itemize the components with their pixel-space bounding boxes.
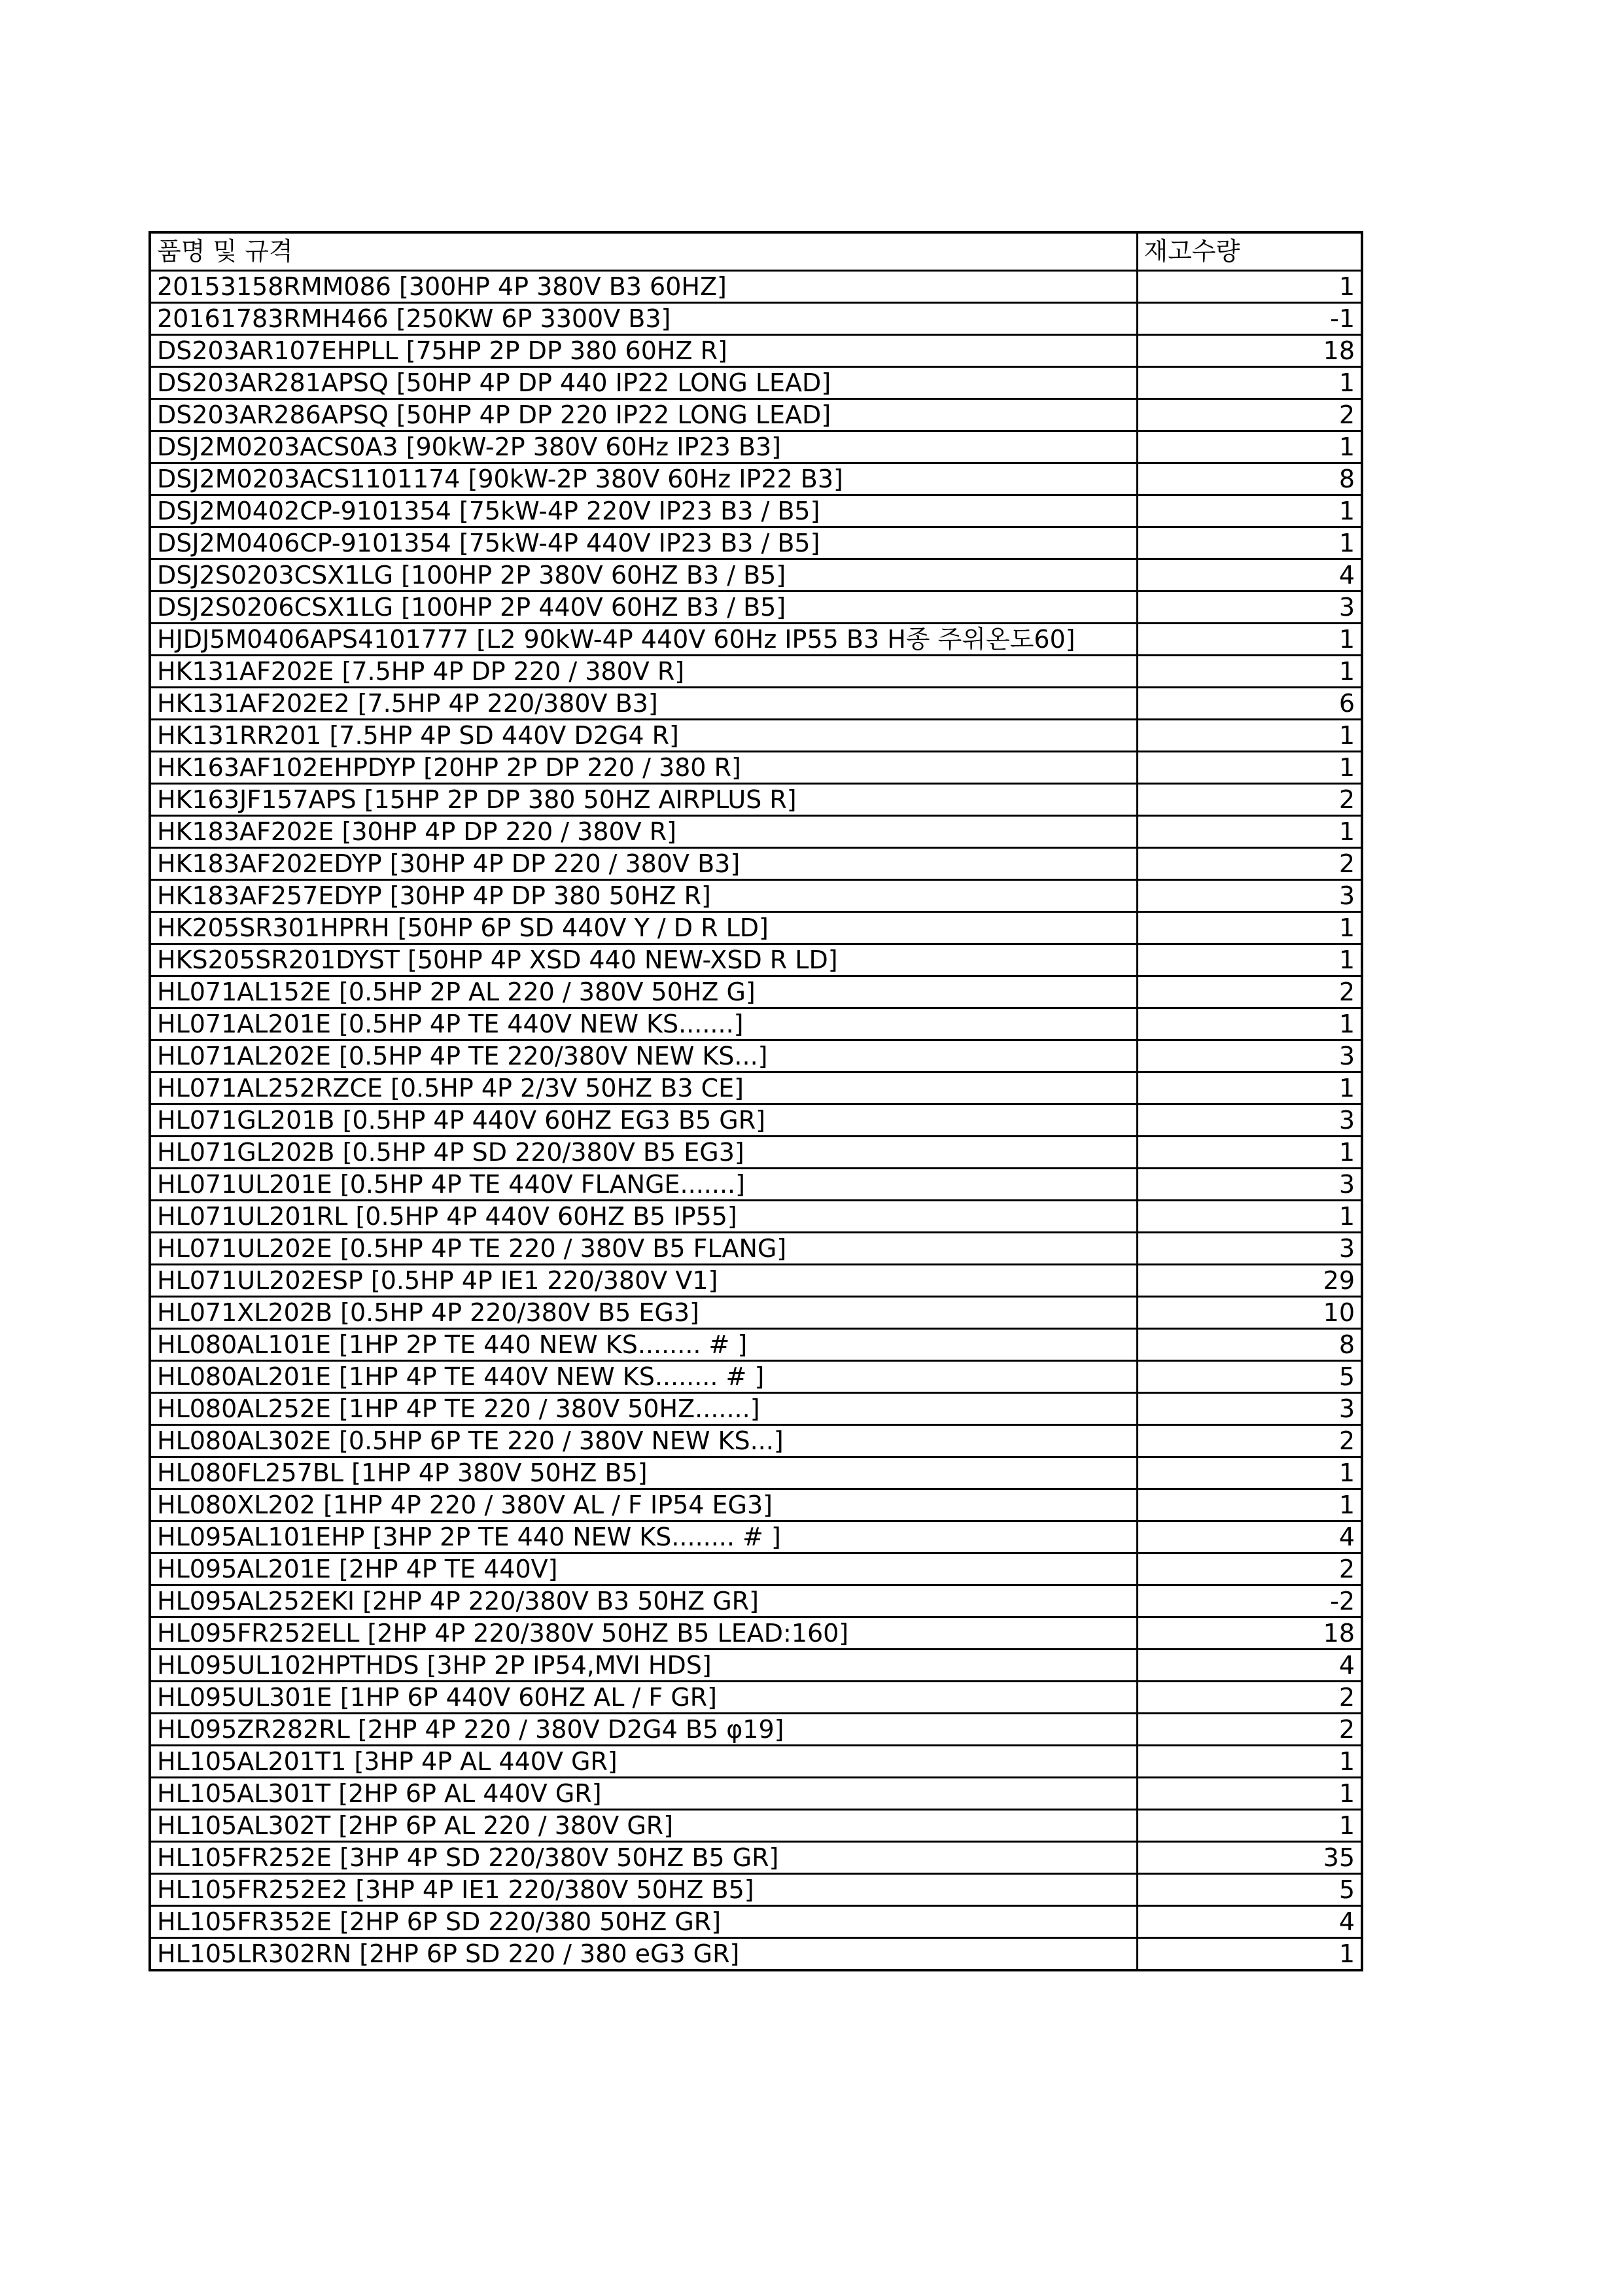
stock-qty-cell: 1 [1137, 270, 1362, 302]
column-header-qty: 재고수량 [1137, 232, 1362, 270]
table-row [150, 1392, 1362, 1424]
stock-qty-cell: 18 [1137, 1617, 1362, 1649]
item-name-cell: HK131AF202E [7.5HP 4P DP 220 / 380V R] [150, 655, 1137, 687]
stock-qty-cell: -2 [1137, 1585, 1362, 1617]
item-name-cell: HJDJ5M0406APS4101777 [L2 90kW-4P 440V 60Hz IP55 B3 H종 주위온도60] [150, 623, 1137, 655]
table-row [150, 495, 1362, 527]
stock-qty-cell: 1 [1137, 1136, 1362, 1168]
item-name-cell: DSJ2S0206CSX1LG [100HP 2P 440V 60HZ B3 / B5] [150, 591, 1137, 623]
stock-qty-cell: 2 [1137, 1424, 1362, 1457]
item-name-cell: 20161783RMH466 [250KW 6P 3300V B3] [150, 302, 1137, 334]
table-row [150, 1681, 1362, 1713]
table-row [150, 1745, 1362, 1777]
table-row [150, 1008, 1362, 1040]
item-name-cell: HL105FR252E2 [3HP 4P IE1 220/380V 50HZ B5] [150, 1873, 1137, 1905]
table-row [150, 1905, 1362, 1937]
table-row [150, 783, 1362, 815]
table-row [150, 366, 1362, 398]
stock-qty-cell: 3 [1137, 1392, 1362, 1424]
table-row [150, 944, 1362, 976]
table-row [150, 1232, 1362, 1264]
table-row [150, 1617, 1362, 1649]
table-row [150, 1200, 1362, 1232]
stock-qty-cell: 1 [1137, 1200, 1362, 1232]
item-name-cell: DSJ2M0203ACS1101174 [90kW-2P 380V 60Hz IP22 B3] [150, 463, 1137, 495]
stock-qty-cell: 35 [1137, 1841, 1362, 1873]
table-row [150, 719, 1362, 751]
stock-qty-cell: 3 [1137, 1168, 1362, 1200]
item-name-cell: HL095AL201E [2HP 4P TE 440V] [150, 1553, 1137, 1585]
table-row [150, 1777, 1362, 1809]
table-row [150, 1457, 1362, 1489]
stock-qty-cell: 1 [1137, 366, 1362, 398]
item-name-cell: HL071AL252RZCE [0.5HP 4P 2/3V 50HZ B3 CE] [150, 1072, 1137, 1104]
item-name-cell: HL105AL201T1 [3HP 4P AL 440V GR] [150, 1745, 1137, 1777]
item-name-cell: HL071UL201E [0.5HP 4P TE 440V FLANGE.......] [150, 1168, 1137, 1200]
stock-qty-cell: 1 [1137, 815, 1362, 847]
item-name-cell: HL105FR252E [3HP 4P SD 220/380V 50HZ B5 GR] [150, 1841, 1137, 1873]
item-name-cell: HL080XL202 [1HP 4P 220 / 380V AL / F IP54 EG3] [150, 1489, 1137, 1521]
table-row [150, 1937, 1362, 1970]
stock-qty-cell: 18 [1137, 334, 1362, 366]
table-row [150, 1553, 1362, 1585]
stock-qty-cell: 6 [1137, 687, 1362, 719]
item-name-cell: HL080AL201E [1HP 4P TE 440V NEW KS........ # ] [150, 1360, 1137, 1392]
table-row [150, 1296, 1362, 1328]
table-row [150, 687, 1362, 719]
item-name-cell: HL071AL152E [0.5HP 2P AL 220 / 380V 50HZ G] [150, 976, 1137, 1008]
item-name-cell: 20153158RMM086 [300HP 4P 380V B3 60HZ] [150, 270, 1137, 302]
table-row [150, 1424, 1362, 1457]
stock-qty-cell: 8 [1137, 463, 1362, 495]
item-name-cell: HK163AF102EHPDYP [20HP 2P DP 220 / 380 R] [150, 751, 1137, 783]
table-row [150, 1841, 1362, 1873]
table-row [150, 655, 1362, 687]
item-name-cell: HL095AL101EHP [3HP 2P TE 440 NEW KS........ # ] [150, 1521, 1137, 1553]
stock-qty-cell: 1 [1137, 1457, 1362, 1489]
table-row [150, 334, 1362, 366]
stock-qty-cell: 1 [1137, 527, 1362, 559]
item-name-cell: DS203AR281APSQ [50HP 4P DP 440 IP22 LONG LEAD] [150, 366, 1137, 398]
stock-qty-cell: 10 [1137, 1296, 1362, 1328]
item-name-cell: HL105AL301T [2HP 6P AL 440V GR] [150, 1777, 1137, 1809]
table-row [150, 623, 1362, 655]
stock-qty-cell: 5 [1137, 1873, 1362, 1905]
stock-qty-cell: 2 [1137, 1681, 1362, 1713]
item-name-cell: HL080FL257BL [1HP 4P 380V 50HZ B5] [150, 1457, 1137, 1489]
table-row [150, 463, 1362, 495]
table-row [150, 976, 1362, 1008]
item-name-cell: DS203AR286APSQ [50HP 4P DP 220 IP22 LONG LEAD] [150, 398, 1137, 431]
item-name-cell: HL095UL102HPTHDS [3HP 2P IP54,MVI HDS] [150, 1649, 1137, 1681]
item-name-cell: HL071AL202E [0.5HP 4P TE 220/380V NEW KS...] [150, 1040, 1137, 1072]
stock-qty-cell: 1 [1137, 1489, 1362, 1521]
item-name-cell: HL095ZR282RL [2HP 4P 220 / 380V D2G4 B5 φ19] [150, 1713, 1137, 1745]
stock-qty-cell: 1 [1137, 1072, 1362, 1104]
item-name-cell: HL095FR252ELL [2HP 4P 220/380V 50HZ B5 LEAD:160] [150, 1617, 1137, 1649]
stock-qty-cell: 8 [1137, 1328, 1362, 1360]
table-row [150, 270, 1362, 302]
item-name-cell: HL095AL252EKI [2HP 4P 220/380V B3 50HZ GR] [150, 1585, 1137, 1617]
item-name-cell: DSJ2M0406CP-9101354 [75kW-4P 440V IP23 B3 / B5] [150, 527, 1137, 559]
table-row [150, 1489, 1362, 1521]
table-row [150, 559, 1362, 591]
stock-qty-cell: 2 [1137, 1553, 1362, 1585]
table-row [150, 751, 1362, 783]
table-row [150, 1809, 1362, 1841]
item-name-cell: HL105LR302RN [2HP 6P SD 220 / 380 eG3 GR] [150, 1937, 1137, 1970]
item-name-cell: HK163JF157APS [15HP 2P DP 380 50HZ AIRPLUS R] [150, 783, 1137, 815]
table-row [150, 302, 1362, 334]
table-row [150, 1360, 1362, 1392]
stock-qty-cell: 1 [1137, 751, 1362, 783]
table-row [150, 1040, 1362, 1072]
table-row [150, 1168, 1362, 1200]
item-name-cell: DSJ2M0402CP-9101354 [75kW-4P 220V IP23 B3 / B5] [150, 495, 1137, 527]
table-row [150, 847, 1362, 879]
inventory-table [148, 231, 1363, 1971]
stock-qty-cell: 29 [1137, 1264, 1362, 1296]
stock-qty-cell: 4 [1137, 559, 1362, 591]
table-row [150, 1649, 1362, 1681]
stock-qty-cell: 2 [1137, 1713, 1362, 1745]
stock-qty-cell: 4 [1137, 1905, 1362, 1937]
stock-qty-cell: 1 [1137, 911, 1362, 944]
stock-qty-cell: 5 [1137, 1360, 1362, 1392]
table-row [150, 1585, 1362, 1617]
table-row [150, 398, 1362, 431]
item-name-cell: HL071GL202B [0.5HP 4P SD 220/380V B5 EG3] [150, 1136, 1137, 1168]
item-name-cell: HL071GL201B [0.5HP 4P 440V 60HZ EG3 B5 GR] [150, 1104, 1137, 1136]
stock-qty-cell: 1 [1137, 1008, 1362, 1040]
table-row [150, 1072, 1362, 1104]
stock-qty-cell: 4 [1137, 1649, 1362, 1681]
stock-qty-cell: 2 [1137, 976, 1362, 1008]
item-name-cell: HL095UL301E [1HP 6P 440V 60HZ AL / F GR] [150, 1681, 1137, 1713]
stock-qty-cell: 1 [1137, 1937, 1362, 1970]
item-name-cell: HKS205SR201DYST [50HP 4P XSD 440 NEW-XSD R LD] [150, 944, 1137, 976]
stock-qty-cell: 4 [1137, 1521, 1362, 1553]
stock-qty-cell: 1 [1137, 623, 1362, 655]
table-row [150, 1521, 1362, 1553]
table-row [150, 1264, 1362, 1296]
item-name-cell: HK205SR301HPRH [50HP 6P SD 440V Y / D R LD] [150, 911, 1137, 944]
item-name-cell: HL080AL252E [1HP 4P TE 220 / 380V 50HZ.......] [150, 1392, 1137, 1424]
item-name-cell: HL105AL302T [2HP 6P AL 220 / 380V GR] [150, 1809, 1137, 1841]
header-row [150, 232, 1362, 270]
table-row [150, 1328, 1362, 1360]
column-header-name: 품명 및 규격 [150, 232, 1137, 270]
stock-qty-cell: 3 [1137, 1104, 1362, 1136]
stock-qty-cell: -1 [1137, 302, 1362, 334]
item-name-cell: HL105FR352E [2HP 6P SD 220/380 50HZ GR] [150, 1905, 1137, 1937]
stock-qty-cell: 3 [1137, 879, 1362, 911]
table-row [150, 879, 1362, 911]
table-row [150, 815, 1362, 847]
stock-qty-cell: 2 [1137, 398, 1362, 431]
stock-qty-cell: 3 [1137, 1232, 1362, 1264]
stock-qty-cell: 1 [1137, 719, 1362, 751]
stock-qty-cell: 1 [1137, 1745, 1362, 1777]
item-name-cell: HL071AL201E [0.5HP 4P TE 440V NEW KS.......] [150, 1008, 1137, 1040]
table-row [150, 1873, 1362, 1905]
item-name-cell: HL071XL202B [0.5HP 4P 220/380V B5 EG3] [150, 1296, 1137, 1328]
item-name-cell: DS203AR107EHPLL [75HP 2P DP 380 60HZ R] [150, 334, 1137, 366]
table-row [150, 431, 1362, 463]
item-name-cell: DSJ2S0203CSX1LG [100HP 2P 380V 60HZ B3 / B5] [150, 559, 1137, 591]
stock-qty-cell: 1 [1137, 944, 1362, 976]
item-name-cell: HK131AF202E2 [7.5HP 4P 220/380V B3] [150, 687, 1137, 719]
table-row [150, 527, 1362, 559]
stock-qty-cell: 1 [1137, 1809, 1362, 1841]
table-body [150, 270, 1362, 1970]
stock-qty-cell: 1 [1137, 431, 1362, 463]
table-row [150, 911, 1362, 944]
item-name-cell: HL071UL202E [0.5HP 4P TE 220 / 380V B5 FLANG] [150, 1232, 1137, 1264]
stock-qty-cell: 3 [1137, 591, 1362, 623]
item-name-cell: DSJ2M0203ACS0A3 [90kW-2P 380V 60Hz IP23 B3] [150, 431, 1137, 463]
table-row [150, 591, 1362, 623]
table-row [150, 1136, 1362, 1168]
item-name-cell: HL071UL201RL [0.5HP 4P 440V 60HZ B5 IP55] [150, 1200, 1137, 1232]
stock-qty-cell: 2 [1137, 847, 1362, 879]
item-name-cell: HL071UL202ESP [0.5HP 4P IE1 220/380V V1] [150, 1264, 1137, 1296]
stock-qty-cell: 2 [1137, 783, 1362, 815]
item-name-cell: HK183AF202EDYP [30HP 4P DP 220 / 380V B3] [150, 847, 1137, 879]
item-name-cell: HL080AL302E [0.5HP 6P TE 220 / 380V NEW KS...] [150, 1424, 1137, 1457]
item-name-cell: HK183AF257EDYP [30HP 4P DP 380 50HZ R] [150, 879, 1137, 911]
stock-qty-cell: 1 [1137, 495, 1362, 527]
table-row [150, 1104, 1362, 1136]
item-name-cell: HK131RR201 [7.5HP 4P SD 440V D2G4 R] [150, 719, 1137, 751]
table-row [150, 1713, 1362, 1745]
stock-qty-cell: 3 [1137, 1040, 1362, 1072]
item-name-cell: HL080AL101E [1HP 2P TE 440 NEW KS........ # ] [150, 1328, 1137, 1360]
stock-qty-cell: 1 [1137, 655, 1362, 687]
stock-qty-cell: 1 [1137, 1777, 1362, 1809]
item-name-cell: HK183AF202E [30HP 4P DP 220 / 380V R] [150, 815, 1137, 847]
